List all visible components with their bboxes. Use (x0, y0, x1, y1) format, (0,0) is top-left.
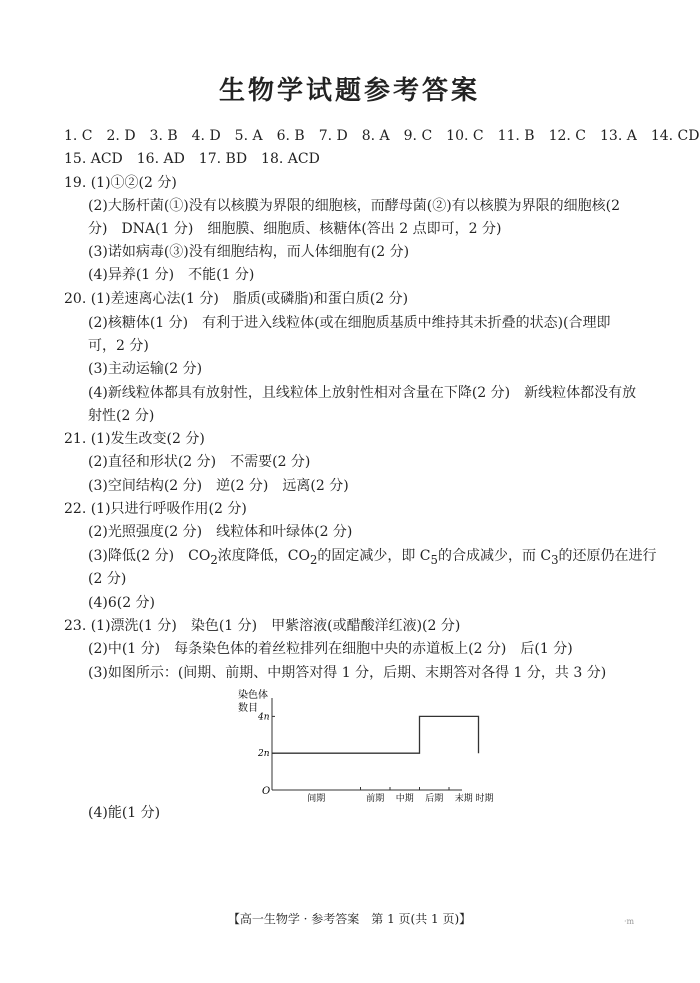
answer-line: (2)直径和形状(2 分) 不需要(2 分) (88, 454, 311, 470)
answer-line (88, 546, 657, 570)
answer-line: 22. (1)只进行呼吸作用(2 分) (64, 501, 247, 517)
chart-x-label-2: 中期 (395, 794, 414, 804)
answer-line: 分) DNA(1 分) 细胞膜、细胞质、核糖体(答出 2 点即可，2 分) (88, 221, 502, 237)
answer-line: (2)光照强度(2 分) 线粒体和叶绿体(2 分) (88, 524, 353, 540)
subscript: 3 (551, 552, 559, 567)
answer-line: (3)如图所示：(间期、前期、中期答对得 1 分，后期、末期答对各得 1 分，共 3 分) (88, 665, 607, 681)
chart-x-label-4: 末期 (454, 794, 473, 804)
chromosome-count-chart (232, 686, 494, 806)
answer-line: 20. (1)差速离心法(1 分) 脂质(或磷脂)和蛋白质(2 分) (64, 291, 409, 307)
answer-text: (3)降低(2 分) CO (88, 548, 211, 564)
chart-series-line (272, 716, 479, 753)
answer-text: 的还原仍在进行 (558, 548, 657, 564)
chart-ylabel-line1: 染色体 (238, 690, 268, 701)
answer-line: 可，2 分) (88, 338, 149, 354)
answer-line: (2)核糖体(1 分) 有利于进入线粒体(或在细胞质基质中维持其未折叠的状态)(合理即 (88, 315, 611, 331)
chart-ylabel-line2: 数目 (238, 703, 258, 714)
answer-line: 15. ACD 16. AD 17. BD 18. ACD (64, 151, 320, 167)
answer-line: 射性(2 分) (88, 408, 155, 424)
answer-line: (4)新线粒体都具有放射性，且线粒体上放射性相对含量在下降(2 分) 新线粒体都没有放 (88, 385, 637, 401)
answer-line: (3)空间结构(2 分) 逆(2 分) 远离(2 分) (88, 478, 349, 494)
corner-mark: ·m (624, 917, 635, 926)
chart-x-label-0: 间期 (307, 794, 326, 804)
chart-y-tick-label-0: 4n (258, 712, 270, 723)
answer-line: 21. (1)发生改变(2 分) (64, 431, 205, 447)
answer-line: (4)能(1 分) (88, 805, 161, 821)
subscript: 5 (430, 552, 438, 567)
chart-y-tick-label-1: 2n (258, 749, 270, 760)
answer-line: 1. C 2. D 3. B 4. D 5. A 6. B 7. D 8. A 9. C 10. C 11. B 12. C 13. A 14. CD (64, 128, 700, 144)
answer-line: 23. (1)漂洗(1 分) 染色(1 分) 甲紫溶液(或醋酸洋红液)(2 分) (64, 618, 461, 634)
subscript: 2 (210, 552, 218, 567)
answer-text: 的合成减少，而 C (437, 548, 552, 564)
page-footer: 【高一生物学 · 参考答案 第 1 页(共 1 页)】 (227, 912, 472, 926)
answer-line: (2 分) (88, 571, 127, 587)
answer-text: 浓度降低，CO (217, 548, 310, 564)
answer-line: (3)主动运输(2 分) (88, 361, 203, 377)
answer-text: 的固定减少，即 C (317, 548, 431, 564)
chart-x-label-1: 前期 (366, 794, 385, 804)
chart-x-label-5: 时期 (475, 794, 494, 804)
page-title: 生物学试题参考答案 (218, 76, 480, 106)
answer-line: (4)异养(1 分) 不能(1 分) (88, 267, 255, 283)
chart-origin-label: O (262, 786, 271, 797)
answer-line: (3)诺如病毒(③)没有细胞结构，而人体细胞有(2 分) (88, 244, 410, 260)
answer-line: (4)6(2 分) (88, 595, 156, 611)
answer-line: (2)大肠杆菌(①)没有以核膜为界限的细胞核，而酵母菌(②)有以核膜为界限的细胞核(2 (88, 198, 621, 214)
chart-x-label-3: 后期 (425, 794, 444, 804)
answer-line: (2)中(1 分) 每条染色体的着丝粒排列在细胞中央的赤道板上(2 分) 后(1 分) (88, 641, 573, 657)
subscript: 2 (309, 552, 318, 567)
answer-line: 19. (1)①②(2 分) (64, 175, 177, 191)
